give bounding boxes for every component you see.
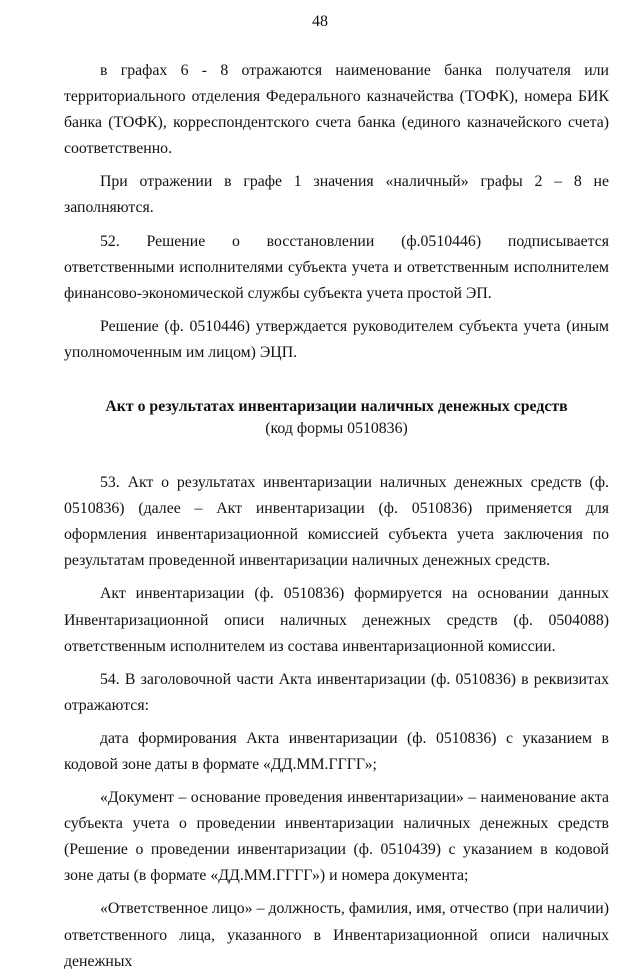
paragraph-responsible-person: «Ответственное лицо» – должность, фамилия, имя, отчество (при наличии) ответственного лица, указанного в Инвентаризационной описи наличных денежных <box>64 900 609 970</box>
section-heading <box>64 396 609 440</box>
paragraph-graphs-6-8: в графах 6 - 8 отражаются наименование банка получателя или территориального отделения Федерального казначейства (ТОФК), номера БИК банка (ТОФК), корреспондентского счета банка (единого казначейского счета) соответственно. <box>64 62 609 158</box>
section-title: Акт о результатах инвентаризации наличных денежных средств <box>105 398 568 416</box>
paragraph-act-formation: Акт инвентаризации (ф. 0510836) формируется на основании данных Инвентаризационной описи наличных денежных средств (ф. 0504088) ответственным исполнителем из состава инвентаризационной комиссии. <box>64 585 609 655</box>
document-body <box>64 58 609 975</box>
paragraph-54: 54. В заголовочной части Акта инвентаризации (ф. 0510836) в реквизитах отражаются: <box>64 670 609 714</box>
page-number: 48 <box>312 13 328 30</box>
paragraph-decision-approval: Решение (ф. 0510446) утверждается руководителем субъекта учета (иным уполномоченным им лицом) ЭЦП. <box>64 317 609 361</box>
section-form-code: (код формы 0510836) <box>265 420 408 438</box>
paragraph-cash-value: При отражении в графе 1 значения «наличный» графы 2 – 8 не заполняются. <box>64 173 609 217</box>
paragraph-52: 52. Решение о восстановлении (ф.0510446) подписывается ответственными исполнителями субъекта учета и ответственным исполнителем финансово-экономической службы субъекта учета простой ЭП. <box>64 232 609 302</box>
paragraph-document-basis: «Документ – основание проведения инвентаризации» – наименование акта субъекта учета о проведении инвентаризации наличных денежных средств (Решение о проведении инвентаризации (ф. 0510439) с указанием в кодовой зоне даты (в формате «ДД.ММ.ГГГГ») и номера документа; <box>64 789 609 885</box>
paragraph-date-formation: дата формирования Акта инвентаризации (ф. 0510836) с указанием в кодовой зоне даты в формате «ДД.ММ.ГГГГ»; <box>64 729 609 773</box>
paragraph-53: 53. Акт о результатах инвентаризации наличных денежных средств (ф. 0510836) (далее – Акт инвентаризации (ф. 0510836) применяется для оформления инвентаризационной комиссией субъекта учета заключения по результатам проведенной инвентаризации наличных денежных средств. <box>64 474 609 570</box>
